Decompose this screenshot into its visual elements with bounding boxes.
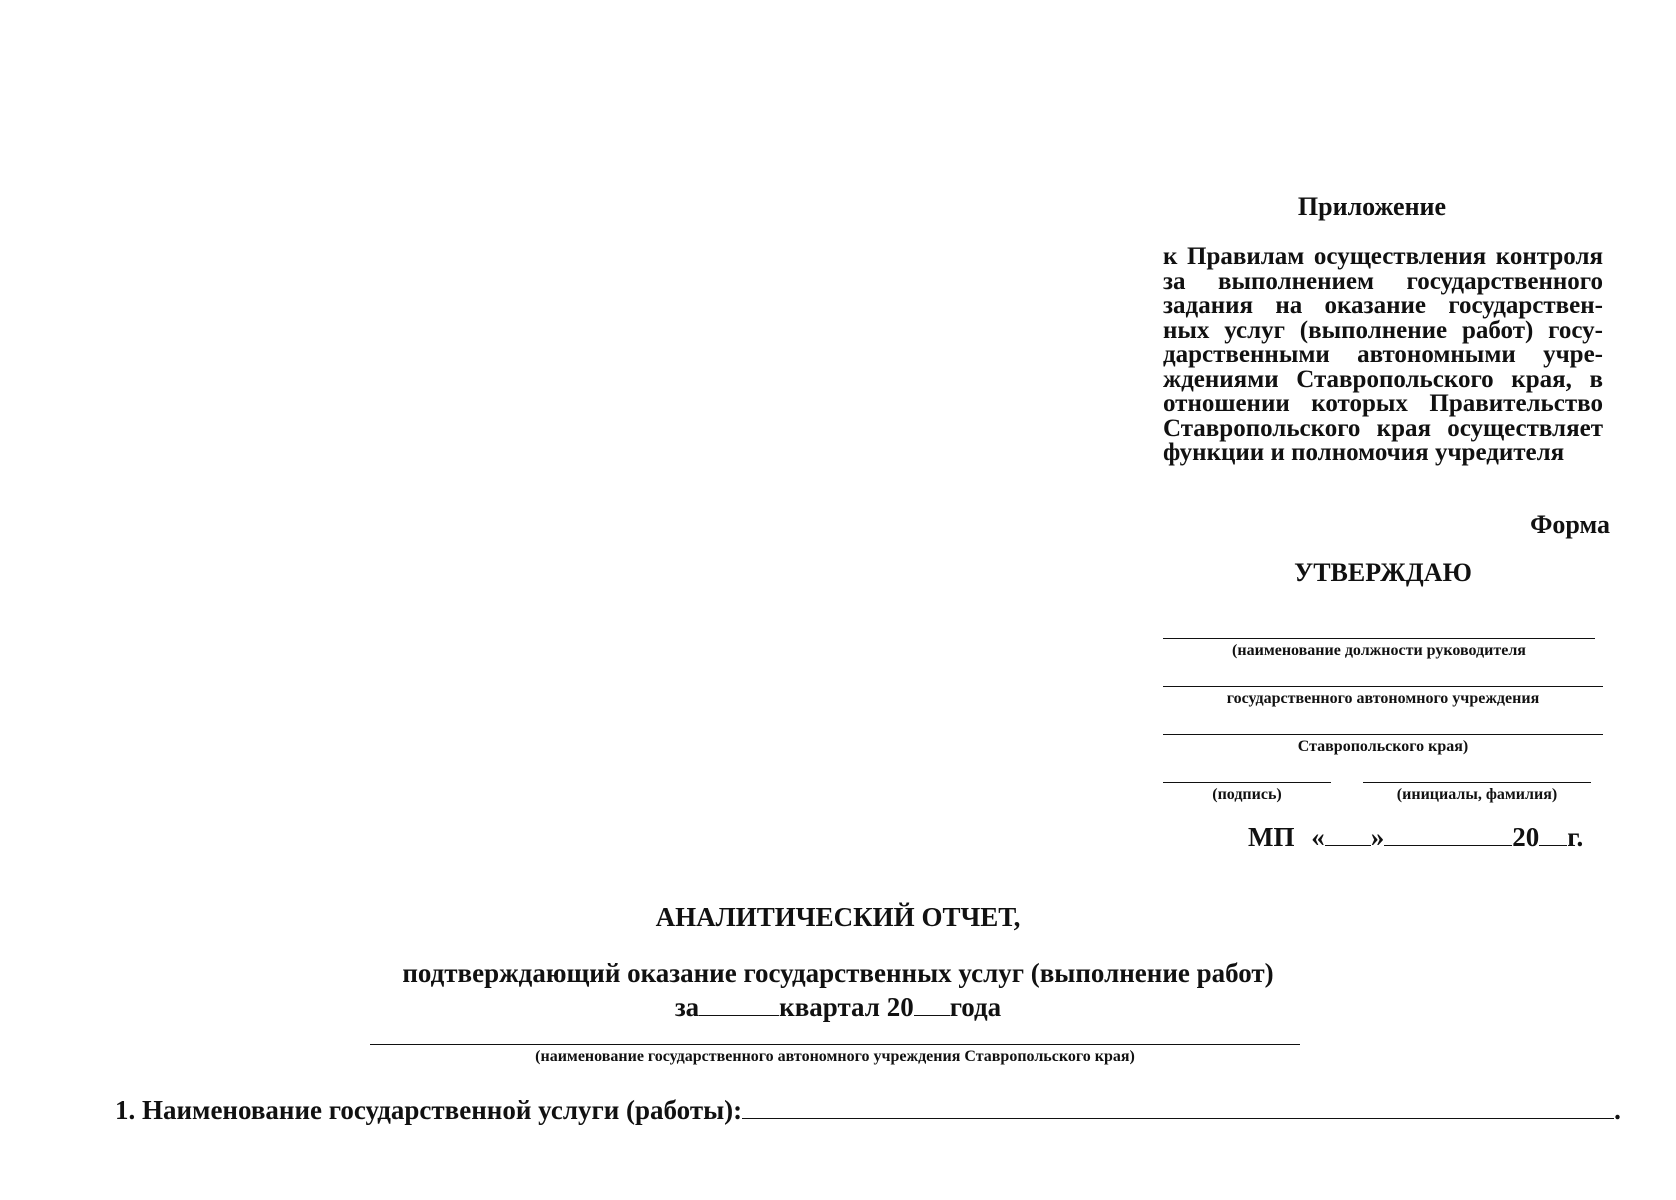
period-year-blank[interactable]: [914, 993, 950, 1016]
year-prefix: 20: [1512, 822, 1540, 852]
report-subtitle-block: [0, 956, 1676, 1024]
form-label: Форма: [1530, 510, 1610, 539]
appendix-line: задания на оказание государствен-: [1163, 292, 1603, 319]
report-period: [0, 990, 1676, 1024]
appendix-line: Ставропольского края осуществляет: [1163, 414, 1603, 442]
approval-title: УТВЕРЖДАЮ: [1294, 558, 1472, 587]
month-blank[interactable]: [1384, 823, 1512, 846]
report-institution-line[interactable]: [370, 1044, 1300, 1045]
region-line[interactable]: [1163, 734, 1603, 735]
appendix-line: ных услуг (выполнение работ) госу-: [1163, 316, 1603, 344]
appendix-line: к Правилам осуществления контроля: [1163, 243, 1603, 270]
institution-caption: государственного автономного учреждения: [1226, 690, 1540, 707]
period-suffix: года: [949, 992, 1002, 1022]
item-1-end: .: [1614, 1095, 1621, 1125]
name-line[interactable]: [1363, 782, 1591, 783]
year-blank[interactable]: [1539, 823, 1567, 846]
item-1-row: [115, 1095, 1621, 1126]
item-1-label: 1. Наименование государственной услуги (работы):: [115, 1095, 743, 1125]
quote-close: »: [1370, 822, 1385, 852]
position-caption: (наименование должности руководителя: [1232, 642, 1526, 659]
report-title: АНАЛИТИЧЕСКИЙ ОТЧЕТ,: [655, 902, 1021, 932]
year-suffix: г.: [1567, 822, 1584, 852]
appendix-line: дарственными автономными учре-: [1163, 341, 1603, 368]
appendix-line: за выполнением государственного: [1163, 267, 1603, 295]
period-prefix: за: [674, 992, 700, 1022]
period-middle: квартал 20: [779, 992, 914, 1022]
quarter-blank[interactable]: [699, 993, 779, 1016]
day-blank[interactable]: [1325, 823, 1371, 846]
item-1-blank[interactable]: [742, 1096, 1614, 1119]
date-stamp-row: [1248, 822, 1583, 853]
appendix-line: ждениями Ставропольского края, в: [1163, 365, 1603, 393]
appendix-title: Приложение: [1297, 192, 1447, 221]
signature-caption: (подпись): [1212, 786, 1282, 803]
signature-line[interactable]: [1163, 782, 1331, 783]
report-institution-caption: (наименование государственного автономного учреждения Ставропольского края): [535, 1048, 1135, 1065]
report-subtitle: подтверждающий оказание государственных услуг (выполнение работ): [402, 958, 1274, 988]
appendix-line: функции и полномочия учредителя: [1163, 439, 1565, 466]
mp-label: МП: [1248, 822, 1295, 852]
quote-open: «: [1311, 822, 1325, 852]
position-line[interactable]: [1163, 638, 1595, 639]
name-caption: (инициалы, фамилия): [1396, 786, 1558, 803]
institution-line[interactable]: [1163, 686, 1603, 687]
appendix-line: отношении которых Правительство: [1163, 390, 1603, 417]
region-caption: Ставропольского края): [1297, 738, 1469, 755]
appendix-text: [1163, 245, 1603, 466]
